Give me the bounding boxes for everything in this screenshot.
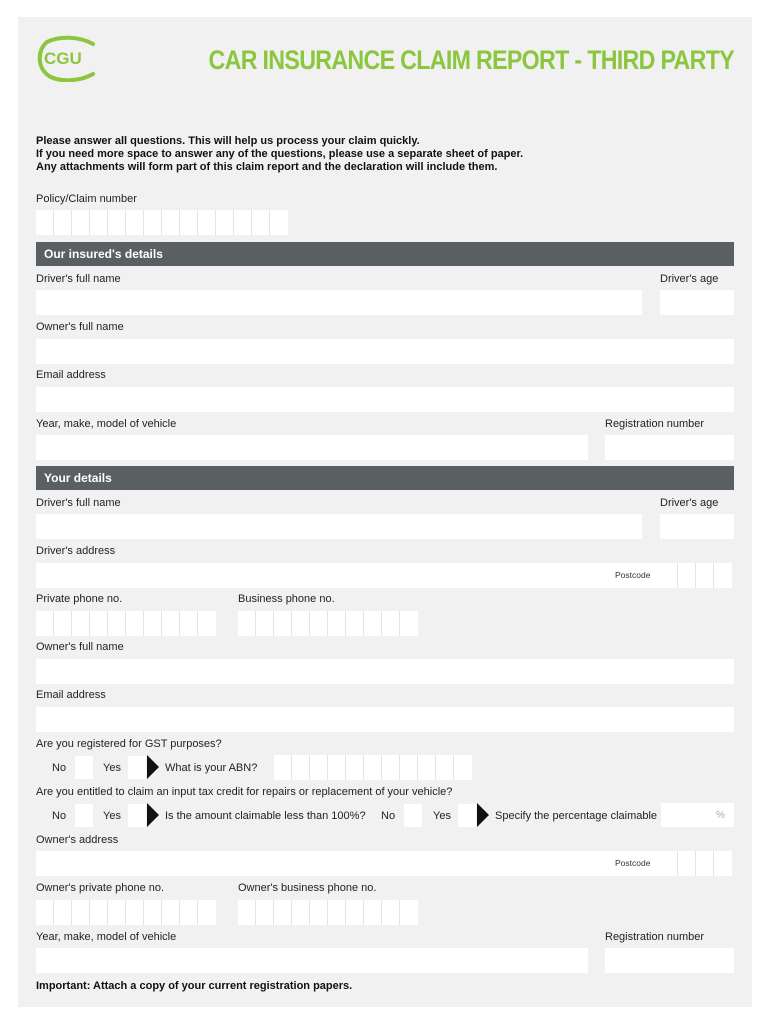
owner-address-label: Owner's address — [36, 834, 119, 846]
insured-driver-age-label: Driver's age — [660, 273, 719, 285]
gst-yes-label: Yes — [103, 762, 121, 774]
insured-driver-name-label: Driver's full name — [36, 273, 121, 285]
arrow-right-icon — [477, 803, 489, 827]
email-input[interactable] — [36, 707, 734, 732]
driver-address-input[interactable] — [36, 563, 660, 588]
itc-yes-label: Yes — [103, 810, 121, 822]
driver-postcode-label: Postcode — [615, 570, 651, 580]
less-than-100-question: Is the amount claimable less than 100%? — [165, 810, 366, 822]
policy-number-input[interactable] — [36, 210, 288, 235]
policy-number-label: Policy/Claim number — [36, 193, 137, 205]
insured-email-input[interactable] — [36, 387, 734, 412]
instruction-line: If you need more space to answer any of the questions, please use a separate sheet of paper. — [36, 148, 524, 160]
less-no-checkbox[interactable] — [404, 804, 422, 827]
page-title: CAR INSURANCE CLAIM REPORT - THIRD PARTY — [208, 45, 734, 75]
business-phone-label: Business phone no. — [238, 593, 335, 605]
driver-address-label: Driver's address — [36, 545, 116, 557]
insured-rego-label: Registration number — [605, 418, 705, 430]
insured-vehicle-label: Year, make, model of vehicle — [36, 418, 177, 430]
abn-input[interactable] — [274, 755, 472, 780]
insured-owner-name-input[interactable] — [36, 339, 734, 364]
driver-name-label: Driver's full name — [36, 497, 121, 509]
less-yes-checkbox[interactable] — [458, 804, 476, 827]
insured-rego-input[interactable] — [605, 435, 734, 460]
driver-name-input[interactable] — [36, 514, 642, 539]
itc-no-checkbox[interactable] — [75, 804, 93, 827]
vehicle-input[interactable] — [36, 948, 588, 973]
percentage-question: Specify the percentage claimable — [495, 810, 658, 822]
owner-name-label: Owner's full name — [36, 641, 124, 653]
driver-postcode-input[interactable] — [660, 563, 732, 588]
email-label: Email address — [36, 689, 106, 701]
insured-owner-name-label: Owner's full name — [36, 321, 124, 333]
section-header-your-details: Your details — [36, 466, 734, 490]
itc-no-label: No — [52, 810, 67, 822]
form-page — [18, 17, 752, 1007]
abn-question: What is your ABN? — [165, 762, 258, 774]
arrow-right-icon — [147, 803, 159, 827]
private-phone-input[interactable] — [36, 611, 216, 636]
percent-sign: % — [716, 810, 725, 821]
owner-address-input[interactable] — [36, 851, 660, 876]
instruction-line: Please answer all questions. This will help us process your claim quickly. — [36, 135, 420, 147]
owner-postcode-label: Postcode — [615, 858, 651, 868]
rego-input[interactable] — [605, 948, 734, 973]
gst-yes-checkbox[interactable] — [128, 756, 146, 779]
itc-yes-checkbox[interactable] — [128, 804, 146, 827]
insured-vehicle-input[interactable] — [36, 435, 588, 460]
owner-name-input[interactable] — [36, 659, 734, 684]
gst-question: Are you registered for GST purposes? — [36, 738, 222, 750]
insured-email-label: Email address — [36, 369, 106, 381]
owner-private-phone-label: Owner's private phone no. — [36, 882, 165, 894]
rego-label: Registration number — [605, 931, 705, 943]
arrow-right-icon — [147, 755, 159, 779]
insured-driver-age-input[interactable] — [660, 290, 734, 315]
business-phone-input[interactable] — [238, 611, 418, 636]
instruction-line: Any attachments will form part of this claim report and the declaration will include them. — [36, 161, 498, 173]
itc-question: Are you entitled to claim an input tax credit for repairs or replacement of your vehicle? — [36, 786, 453, 798]
driver-age-input[interactable] — [660, 514, 734, 539]
section-header-insured: Our insured's details — [36, 242, 734, 266]
cgu-logo — [35, 34, 105, 82]
vehicle-label: Year, make, model of vehicle — [36, 931, 177, 943]
owner-business-phone-input[interactable] — [238, 900, 418, 925]
gst-no-checkbox[interactable] — [75, 756, 93, 779]
private-phone-label: Private phone no. — [36, 593, 123, 605]
owner-postcode-input[interactable] — [660, 851, 732, 876]
logo-text: CGU — [44, 49, 82, 68]
owner-private-phone-input[interactable] — [36, 900, 216, 925]
gst-no-label: No — [52, 762, 67, 774]
driver-age-label: Driver's age — [660, 497, 719, 509]
insured-driver-name-input[interactable] — [36, 290, 642, 315]
less-no-label: No — [381, 810, 396, 822]
important-note: Important: Attach a copy of your current registration papers. — [36, 980, 353, 992]
instructions — [36, 135, 523, 174]
less-yes-label: Yes — [433, 810, 451, 822]
owner-business-phone-label: Owner's business phone no. — [238, 882, 377, 894]
